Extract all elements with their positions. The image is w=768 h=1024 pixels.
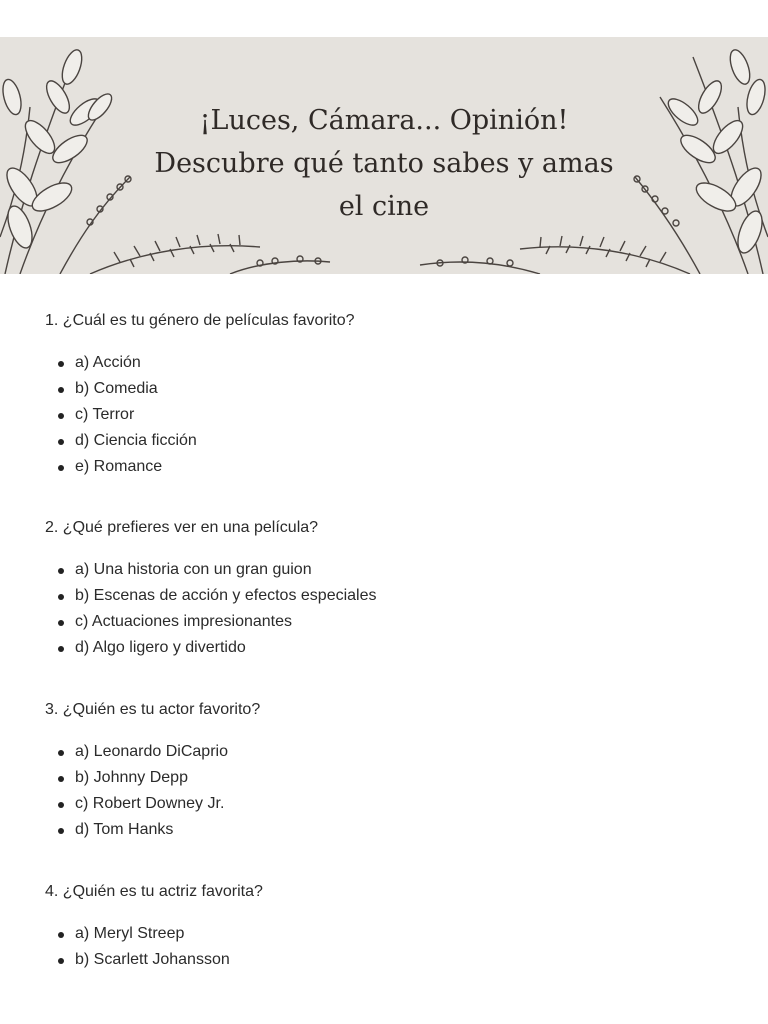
- list-item: c) Actuaciones impresionantes: [45, 609, 377, 635]
- question-text: 1. ¿Cuál es tu género de películas favorito?: [45, 312, 355, 329]
- question-1: [45, 309, 355, 480]
- list-item: b) Scarlett Johansson: [45, 947, 263, 973]
- option-list: [45, 557, 377, 661]
- question-text: 4. ¿Quién es tu actriz favorita?: [45, 883, 263, 900]
- option-list: [45, 739, 260, 843]
- question-4: [45, 880, 263, 973]
- list-item: c) Terror: [45, 402, 355, 428]
- list-item: d) Algo ligero y divertido: [45, 635, 377, 661]
- list-item: a) Una historia con un gran guion: [45, 557, 377, 583]
- list-item: a) Acción: [45, 350, 355, 376]
- list-item: d) Tom Hanks: [45, 817, 260, 843]
- list-item: a) Meryl Streep: [45, 921, 263, 947]
- list-item: b) Comedia: [45, 376, 355, 402]
- question-3: [45, 698, 260, 843]
- list-item: a) Leonardo DiCaprio: [45, 739, 260, 765]
- list-item: e) Romance: [45, 454, 355, 480]
- question-2: [45, 516, 377, 661]
- header-banner: [0, 37, 768, 274]
- title-line-2: Descubre qué tanto sabes y amas: [154, 148, 614, 179]
- title-line-3: el cine: [338, 191, 430, 222]
- list-item: c) Robert Downey Jr.: [45, 791, 260, 817]
- list-item: d) Ciencia ficción: [45, 428, 355, 454]
- title-line-1: ¡Luces, Cámara... Opinión!: [199, 105, 569, 136]
- page-title: [0, 99, 768, 228]
- list-item: b) Johnny Depp: [45, 765, 260, 791]
- question-text: 3. ¿Quién es tu actor favorito?: [45, 701, 261, 718]
- list-item: b) Escenas de acción y efectos especiales: [45, 583, 377, 609]
- question-text: 2. ¿Qué prefieres ver en una película?: [45, 519, 319, 536]
- option-list: [45, 350, 355, 480]
- option-list: [45, 921, 263, 973]
